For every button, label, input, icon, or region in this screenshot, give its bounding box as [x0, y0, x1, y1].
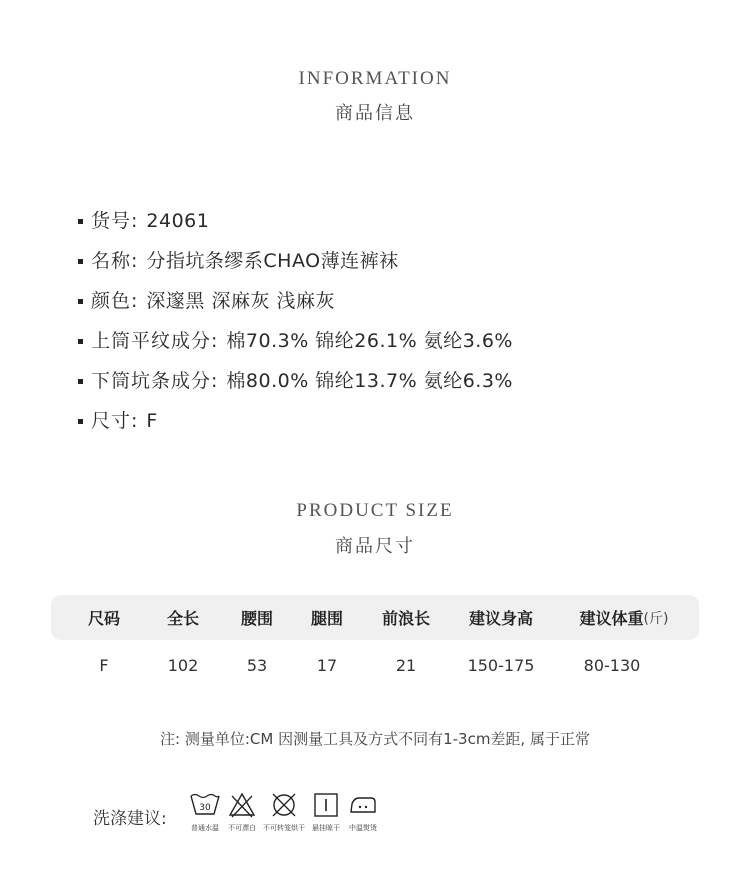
bullet-icon: [78, 379, 83, 384]
info-label: 上筒平纹成分:: [91, 330, 219, 352]
header-weight: [580, 595, 669, 640]
info-label: 下筒坑条成分:: [91, 370, 219, 392]
info-list: [78, 201, 513, 441]
care-item-tumble: [263, 790, 305, 833]
care-instructions: [93, 790, 385, 833]
cell-size: F: [99, 655, 109, 675]
care-caption: 普通水温: [191, 824, 219, 832]
wash-30-icon: [189, 790, 221, 820]
iron-medium-icon: [347, 790, 379, 820]
bullet-icon: [78, 299, 83, 304]
header-thigh: 腿围: [310, 609, 344, 628]
measurement-note: 注: 测量单位:CM 因测量工具及方式不同有1-3cm差距, 属于正常: [160, 730, 590, 748]
info-title-en: INFORMATION: [298, 68, 452, 89]
size-table: [51, 595, 699, 690]
bullet-icon: [78, 339, 83, 344]
bullet-icon: [78, 419, 83, 424]
info-label: 货号:: [91, 210, 139, 232]
info-item-sku: [78, 201, 513, 241]
hang-dry-icon: [311, 790, 341, 820]
cell-thigh: 17: [316, 655, 338, 675]
cell-height: 150-175: [467, 655, 535, 675]
header-size: 尺码: [87, 609, 121, 628]
info-label: 颜色:: [91, 290, 139, 312]
care-item-hang: [311, 790, 341, 833]
header-weight-label: 建议体重: [579, 609, 644, 628]
info-value: 深邃黑 深麻灰 浅麻灰: [146, 290, 335, 312]
info-item-color: [78, 281, 513, 321]
info-item-lower-composition: [78, 361, 513, 401]
header-waist: 腰围: [240, 609, 274, 628]
header-front-rise: 前浪长: [381, 609, 431, 628]
care-label: 洗涤建议:: [93, 809, 167, 829]
care-caption: 不可转笼烘干: [263, 824, 305, 832]
header-height: 建议身高: [468, 609, 534, 628]
no-bleach-icon: [227, 790, 257, 820]
cell-waist: 53: [246, 655, 268, 675]
header-length: 全长: [166, 609, 200, 628]
size-title-en: PRODUCT SIZE: [296, 500, 454, 521]
header-weight-unit: (斤): [643, 610, 669, 627]
info-value: 棉70.3% 锦纶26.1% 氨纶3.6%: [226, 330, 513, 352]
care-caption: 不可漂白: [228, 824, 256, 832]
info-label: 名称:: [91, 250, 139, 272]
info-value: 24061: [146, 210, 210, 232]
info-value: 棉80.0% 锦纶13.7% 氨纶6.3%: [226, 370, 513, 392]
care-caption: 悬挂晾干: [312, 824, 340, 832]
care-item-iron: [347, 790, 379, 833]
size-title-cn: 商品尺寸: [335, 536, 415, 557]
bullet-icon: [78, 219, 83, 224]
cell-weight: 80-130: [583, 655, 641, 675]
wash-temp: 30: [199, 803, 211, 813]
care-item-wash: [189, 790, 221, 833]
no-tumble-dry-icon: [269, 790, 299, 820]
cell-length: 102: [167, 655, 199, 675]
info-value: F: [146, 410, 158, 432]
info-item-name: [78, 241, 513, 281]
info-title-cn: 商品信息: [335, 103, 415, 124]
care-caption: 中温熨烫: [349, 824, 377, 832]
care-item-bleach: [227, 790, 257, 833]
info-label: 尺寸:: [91, 410, 139, 432]
info-item-upper-composition: [78, 321, 513, 361]
table-row: [51, 640, 699, 690]
bullet-icon: [78, 259, 83, 264]
table-header-row: [51, 595, 699, 640]
care-icons: [189, 790, 385, 833]
info-item-size: [78, 401, 513, 441]
info-value: 分指坑条缪系CHAO薄连裤袜: [146, 250, 399, 272]
cell-front-rise: 21: [395, 655, 417, 675]
